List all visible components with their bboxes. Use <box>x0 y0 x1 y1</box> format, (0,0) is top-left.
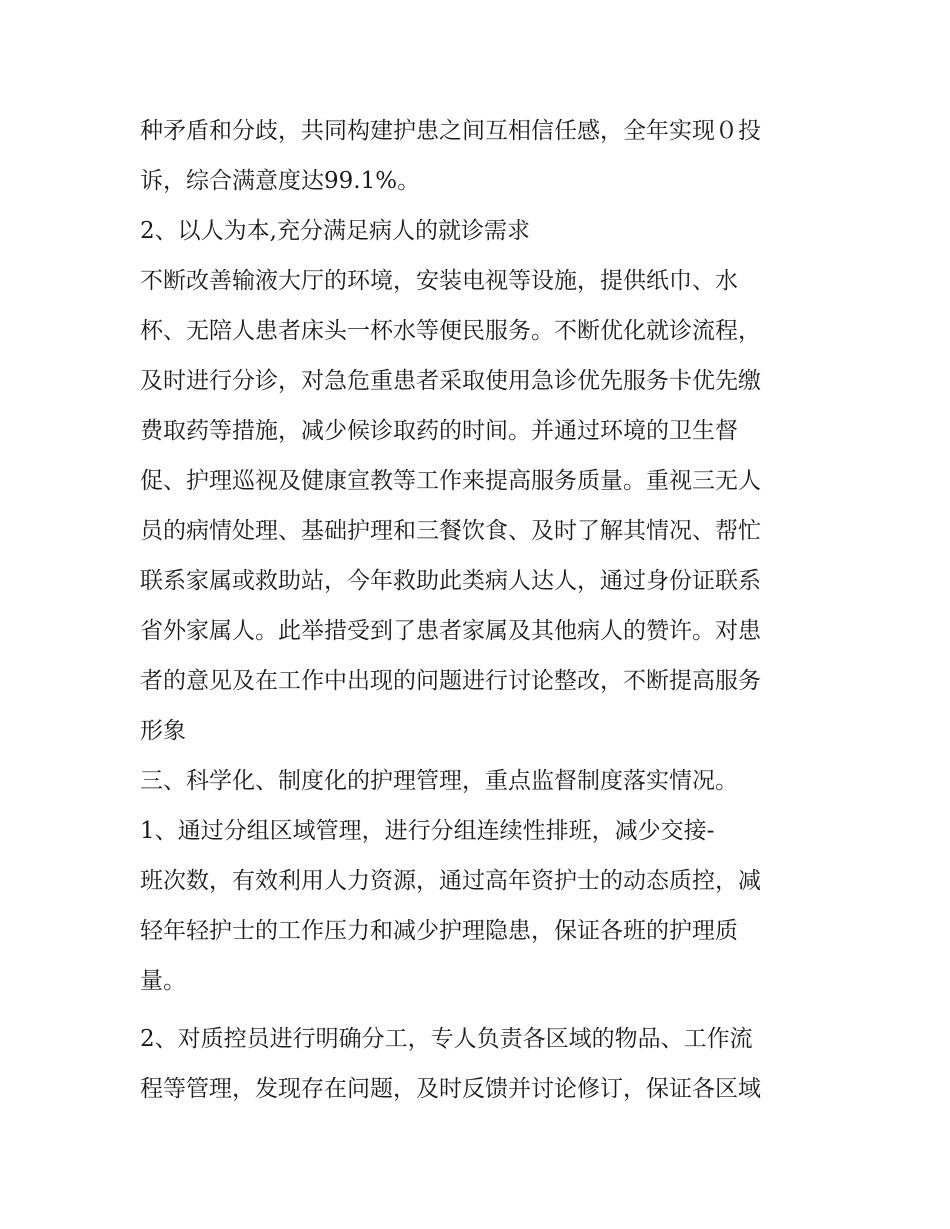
text-line: 杯、无陪人患者床头一杯水等便民服务。不断优化就诊流程， <box>140 318 761 344</box>
text-line: 量。 <box>140 968 186 994</box>
text-line: 者的意见及在工作中出现的问题进行讨论整改，不断提高服务 <box>140 668 761 694</box>
text-line: 2、对质控员进行明确分工，专人负责各区域的物品、工作流 <box>140 1026 753 1052</box>
text-line: 种矛盾和分歧，共同构建护患之间互相信任感，全年实现０投 <box>140 118 761 144</box>
text-line: 诉，综合满意度达99.1%。 <box>140 168 421 194</box>
text-line: 班次数，有效利用人力资源，通过高年资护士的动态质控，减 <box>140 868 761 894</box>
text-line: 形象 <box>140 718 186 744</box>
text-line: 员的病情处理、基础护理和三餐饮食、及时了解其情况、帮忙 <box>140 518 761 544</box>
text-line: 1、通过分组区域管理，进行分组连续性排班，减少交接- <box>140 818 715 844</box>
text-line: 轻年轻护士的工作压力和减少护理隐患，保证各班的护理质 <box>140 918 738 944</box>
text-line: 省外家属人。此举措受到了患者家属及其他病人的赞许。对患 <box>140 618 761 644</box>
text-line: 联系家属或救助站，今年救助此类病人达人，通过身份证联系 <box>140 568 761 594</box>
section-heading: 2、以人为本,充分满足病人的就诊需求 <box>140 218 530 244</box>
text-line: 不断改善输液大厅的环境，安装电视等设施，提供纸巾、水 <box>140 268 738 294</box>
text-line: 及时进行分诊，对急危重患者采取使用急诊优先服务卡优先缴 <box>140 368 761 394</box>
text-line: 程等管理，发现存在问题，及时反馈并讨论修订，保证各区域 <box>140 1076 761 1102</box>
section-heading: 三、科学化、制度化的护理管理，重点监督制度落实情况。 <box>140 768 738 794</box>
text-line: 费取药等措施，减少候诊取药的时间。并通过环境的卫生督 <box>140 418 738 444</box>
text-line: 促、护理巡视及健康宣教等工作来提高服务质量。重视三无人 <box>140 468 761 494</box>
